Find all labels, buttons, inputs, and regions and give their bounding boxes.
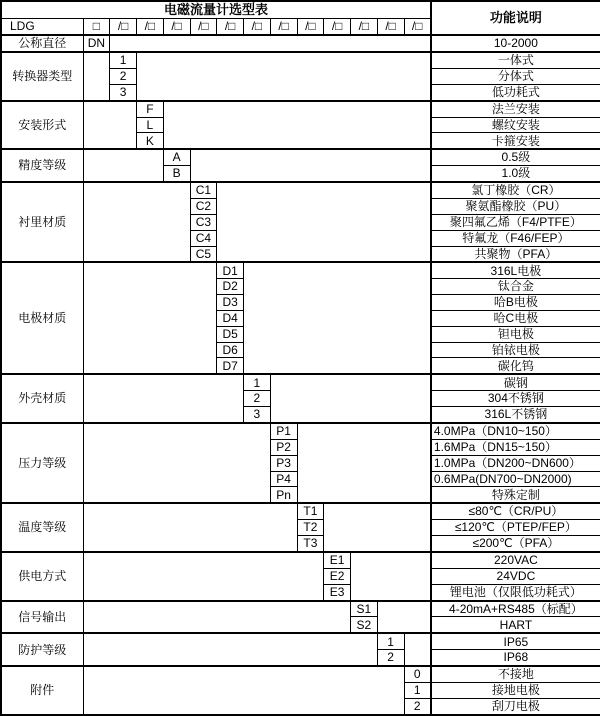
category-cell: 附件 [1, 666, 83, 715]
spacer-cell [83, 52, 110, 101]
desc-cell: 钽电极 [431, 326, 600, 342]
code-cell: 2 [244, 391, 271, 407]
code-cell: C5 [190, 246, 217, 262]
code-cell: L [137, 117, 164, 133]
desc-cell: 接地电极 [431, 683, 600, 699]
spacer-cell [163, 101, 431, 150]
spacer-cell [83, 666, 404, 715]
desc-cell: 不接地 [431, 666, 600, 682]
code-cell: 3 [244, 407, 271, 423]
code-cell: T1 [297, 503, 324, 519]
desc-cell: 聚四氟乙烯（F4/PTFE） [431, 214, 600, 230]
spacer-cell [83, 101, 137, 150]
desc-cell: 1.0级 [431, 166, 600, 182]
desc-cell: IP68 [431, 650, 600, 666]
model-slot-icon: /□ [244, 19, 271, 35]
code-cell: T2 [297, 520, 324, 536]
category-cell: 衬里材质 [1, 182, 83, 262]
code-cell: 2 [404, 698, 431, 715]
code-cell: DN [83, 35, 110, 52]
table-title: 电磁流量计选型表 [1, 1, 431, 19]
desc-cell: 特氟龙（F46/FEP） [431, 230, 600, 246]
code-cell: C4 [190, 230, 217, 246]
spacer-cell [83, 601, 351, 634]
model-prefix-cell: LDG [1, 19, 83, 35]
desc-cell: 锂电池（仅限低功耗式） [431, 584, 600, 600]
desc-cell: 铂铱电极 [431, 342, 600, 358]
code-cell: D3 [217, 295, 244, 311]
code-cell: P1 [270, 423, 297, 439]
code-cell: S1 [351, 601, 378, 617]
category-cell: 防护等级 [1, 633, 83, 666]
code-cell: P3 [270, 455, 297, 471]
code-cell: P4 [270, 471, 297, 487]
desc-cell: 304不锈钢 [431, 391, 600, 407]
model-slot-icon: /□ [137, 19, 164, 35]
code-cell: 3 [110, 84, 137, 100]
desc-cell: 1.6MPa（DN15~150） [431, 439, 600, 455]
spacer-cell [324, 503, 431, 552]
code-cell: D4 [217, 310, 244, 326]
code-cell: F [137, 101, 164, 117]
desc-cell: 低功耗式 [431, 84, 600, 100]
spacer-cell [297, 423, 431, 503]
desc-cell: 卡箍安装 [431, 133, 600, 149]
code-cell: D2 [217, 279, 244, 295]
spacer-cell [110, 35, 431, 52]
code-cell: E1 [324, 552, 351, 568]
model-box-icon: □ [83, 19, 110, 35]
code-cell: S2 [351, 617, 378, 633]
desc-cell: 碳化钨 [431, 358, 600, 374]
spacer-cell [83, 552, 324, 601]
desc-cell: 共聚物（PFA） [431, 246, 600, 262]
model-slot-icon: /□ [377, 19, 404, 35]
spacer-cell [83, 149, 163, 182]
code-cell: E2 [324, 568, 351, 584]
model-slot-icon: /□ [404, 19, 431, 35]
code-cell: 1 [377, 633, 404, 649]
desc-cell: 1.0MPa（DN200~DN600） [431, 455, 600, 471]
code-cell: D1 [217, 262, 244, 278]
code-cell: 0 [404, 666, 431, 682]
model-slot-icon: /□ [190, 19, 217, 35]
desc-cell: 刮刀电极 [431, 698, 600, 715]
selection-table-body [1, 1, 600, 715]
desc-cell: ≤80℃（CR/PU） [431, 503, 600, 519]
desc-cell: IP65 [431, 633, 600, 649]
spacer-cell [83, 423, 270, 503]
desc-cell: 氯丁橡胶（CR） [431, 182, 600, 198]
code-cell: 2 [377, 650, 404, 666]
code-cell: 1 [110, 52, 137, 68]
desc-cell: 螺纹安装 [431, 117, 600, 133]
desc-cell: 316L不锈钢 [431, 407, 600, 423]
spacer-cell [190, 149, 431, 182]
desc-cell: 316L电极 [431, 262, 600, 278]
category-cell: 精度等级 [1, 149, 83, 182]
spacer-cell [83, 182, 190, 262]
category-cell: 供电方式 [1, 552, 83, 601]
spacer-cell [217, 182, 431, 262]
code-cell: D6 [217, 342, 244, 358]
desc-cell: 法兰安装 [431, 101, 600, 117]
category-cell: 转换器类型 [1, 52, 83, 101]
code-cell: 1 [244, 374, 271, 390]
model-slot-icon: /□ [163, 19, 190, 35]
spacer-cell [244, 262, 431, 374]
desc-cell: 24VDC [431, 568, 600, 584]
desc-cell: 特殊定制 [431, 487, 600, 503]
desc-cell: 分体式 [431, 68, 600, 84]
desc-cell: 一体式 [431, 52, 600, 68]
code-cell: C3 [190, 214, 217, 230]
code-cell: C1 [190, 182, 217, 198]
desc-cell: 聚氨酯橡胶（PU） [431, 199, 600, 215]
spacer-cell [83, 374, 244, 423]
code-cell: D7 [217, 358, 244, 374]
model-slot-icon: /□ [297, 19, 324, 35]
code-cell: C2 [190, 199, 217, 215]
spacer-cell [83, 503, 297, 552]
code-cell: K [137, 133, 164, 149]
model-slot-icon: /□ [270, 19, 297, 35]
desc-cell: HART [431, 617, 600, 633]
model-slot-icon: /□ [217, 19, 244, 35]
category-cell: 公称直径 [1, 35, 83, 52]
desc-cell: ≤120℃（PTEP/FEP） [431, 520, 600, 536]
code-cell: D5 [217, 326, 244, 342]
desc-cell: 0.5级 [431, 149, 600, 165]
desc-cell: 10-2000 [431, 35, 600, 52]
spacer-cell [270, 374, 431, 423]
desc-cell: 哈C电极 [431, 310, 600, 326]
category-cell: 安装形式 [1, 101, 83, 150]
model-slot-icon: /□ [351, 19, 378, 35]
model-slot-icon: /□ [110, 19, 137, 35]
code-cell: A [163, 149, 190, 165]
code-cell: T3 [297, 536, 324, 552]
category-cell: 信号输出 [1, 601, 83, 634]
desc-cell: 碳钢 [431, 374, 600, 390]
spacer-cell [404, 633, 431, 666]
spacer-cell [83, 262, 217, 374]
code-cell: E3 [324, 584, 351, 600]
code-cell: B [163, 166, 190, 182]
code-cell: 1 [404, 683, 431, 699]
spacer-cell [351, 552, 431, 601]
desc-cell: ≤200℃（PFA） [431, 536, 600, 552]
model-slot-icon: /□ [324, 19, 351, 35]
code-cell: P2 [270, 439, 297, 455]
code-cell: 2 [110, 68, 137, 84]
spacer-cell [137, 52, 431, 101]
desc-cell: 哈B电极 [431, 295, 600, 311]
desc-cell: 4.0MPa（DN10~150） [431, 423, 600, 439]
spacer-cell [377, 601, 431, 634]
desc-cell: 钛合金 [431, 279, 600, 295]
spacer-cell [83, 633, 377, 666]
category-cell: 压力等级 [1, 423, 83, 503]
desc-cell: 220VAC [431, 552, 600, 568]
code-cell: Pn [270, 487, 297, 503]
category-cell: 外壳材质 [1, 374, 83, 423]
category-cell: 温度等级 [1, 503, 83, 552]
desc-cell: 4-20mA+RS485（标配） [431, 601, 600, 617]
desc-cell: 0.6MPa(DN700~DN2000) [431, 471, 600, 487]
category-cell: 电极材质 [1, 262, 83, 374]
function-column-header: 功能说明 [431, 1, 600, 35]
